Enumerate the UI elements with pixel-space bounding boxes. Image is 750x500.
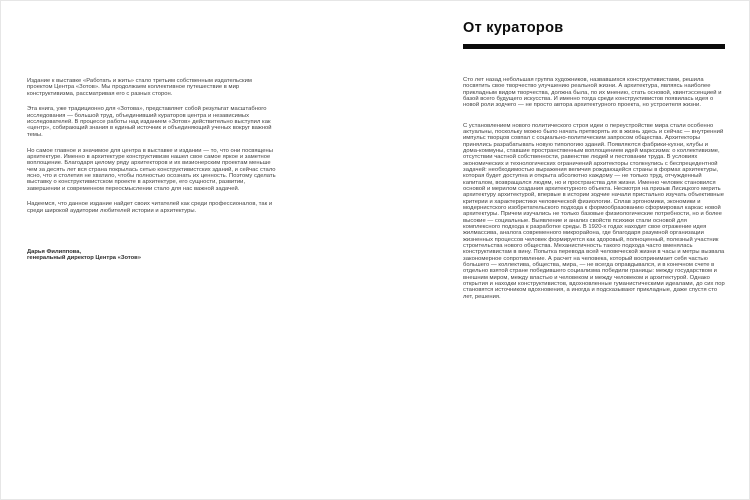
signature-title: генеральный директор Центра «Зотов»	[27, 255, 141, 262]
page-title: От кураторов	[463, 20, 564, 36]
left-page-text	[27, 78, 277, 214]
signature-name: Дарья Филиппова,	[27, 249, 82, 255]
right-paragraph-2: С установлением нового политического строя идеи о переустройстве мира стали особенно актуальны, поскольку можно было начать претворять их в жизнь здесь и сейчас — внутренний импульс творцов совпал с социально-политическим запросом общества. Архитекторы принялись разрабатывать новую типологию зданий. Появляются фабрики-кухни, клубы и дома-коммуны, ставшие пространственным воплощением идей марксизма: о коллективизме, отсутствии частной собственности, равенстве людей и пестовании труда. В условиях экономических и технологических ограничений архитекторы столкнулись с беспрецедентной задачей: необходимостью выражения величия рождающейся страны в формах архитектуры, которая будет доступна и открыта абсолютно каждому — не только труд, отчужденный капиталом, возвращался людям, но и пространства для жизни. Именно человек становился основой и мерилом создания архитектурного объекта. Несмотря на призыв Лисицкого мерить архитектуру архитектурой, впервые в истории зодчие начали пристально изучать объективные критерии и характеристики человеческой физиологии. Сплав эргономики, экономики и модернистского изобретательского подхода к формообразованию сформировал каркас новой архитектуры. Причем изучались не только базовые физиологические потребности, но и более высокие — социальные. Выявление и анализ свойств психики стали основой для комплексного подхода к разработке среды. В 1920-х годах находит свое отражение идея жилмассива, аналога современного микрорайона, где благодаря разумной организации жизненных процессов человек формируется как здоровый, полноценный, полезный участник строительства нового общества. Механистичность такого подхода часто вменялась конструктивистам в вину. Попытка перевода всей человеческой жизни в часы и метры вызвала закономерное сопротивление. А расчет на человека, который воспринимает себя частью большего — коллектива, общества, мира, — не всегда оправдывался, и в конечном счете в отдельно взятой стране победившего социализма победили границы: между государством и внешним миром, между властью и человеком и между человеком и архитектурой. Однако открытия и находки конструктивистов, вдохновленные гуманистическими идеалами, до сих пор становятся источником вдохновения, а иногда и подсказывают прикладные, даже спустя сто лет, решения.	[463, 122, 725, 300]
left-paragraph-3: Но самое главное и значимое для центра в выставке и издании — то, что они посвящены архитектуре. Именно в архитектуре конструктивизм нашел свое самое яркое и заметное воплощение. Благодаря целому ряду архитекторов и их визионерским проектам меньше чем за десять лет вся страна покрылась сетью конструктивистских зданий, и сейчас стало ясно, что и столетия не хватило, чтобы полностью осознать их ценность. Поэтому сделать выставку о конструктивистском проекте в архитектуре, его сущности, развитии, завершении и современном переосмыслении стало для нас важной задачей.	[27, 147, 276, 192]
heading-rule	[463, 44, 725, 49]
left-paragraph-1: Издание к выставке «Работать и жить» стало третьим собственным издательским проектом Центра «Зотов». Мы продолжаем коллективное путешествие в мир конструктивизма, рассматривая его с разных сторон.	[27, 78, 252, 97]
left-page	[27, 78, 277, 224]
signature-block	[27, 249, 277, 262]
left-paragraph-4: Надеемся, что данное издание найдет своих читателей как среди профессионалов, так и среди широкой аудитории любителей истории и архитектуры.	[27, 201, 273, 214]
right-paragraph-1: Сто лет назад небольшая группа художников, назвавшихся конструктивистами, решила посвятить свое творчество улучшению реальной жизни. А архитектура, являясь наиболее прикладным видом творчества, должна была, по их мнению, стать основой, квинтэссенцией и базой всего будущего искусства. И именно тогда среди конструктивистов появилась идея о новой роли зодчего — не просто автора архитектурного проекта, но устроителя жизни.	[463, 77, 722, 109]
right-page-text	[463, 77, 725, 300]
left-paragraph-2: Эта книга, уже традиционно для «Зотова», представляет собой результат масштабного исследования — большой труд, объединивший кураторов центра и независимых исследователей. В процессе работы над изданием «Зотов» действительно выступил как «центр», собирающий знания в единый источник и объединяющий ученых вокруг важной темы.	[27, 106, 272, 138]
right-page	[463, 20, 725, 314]
